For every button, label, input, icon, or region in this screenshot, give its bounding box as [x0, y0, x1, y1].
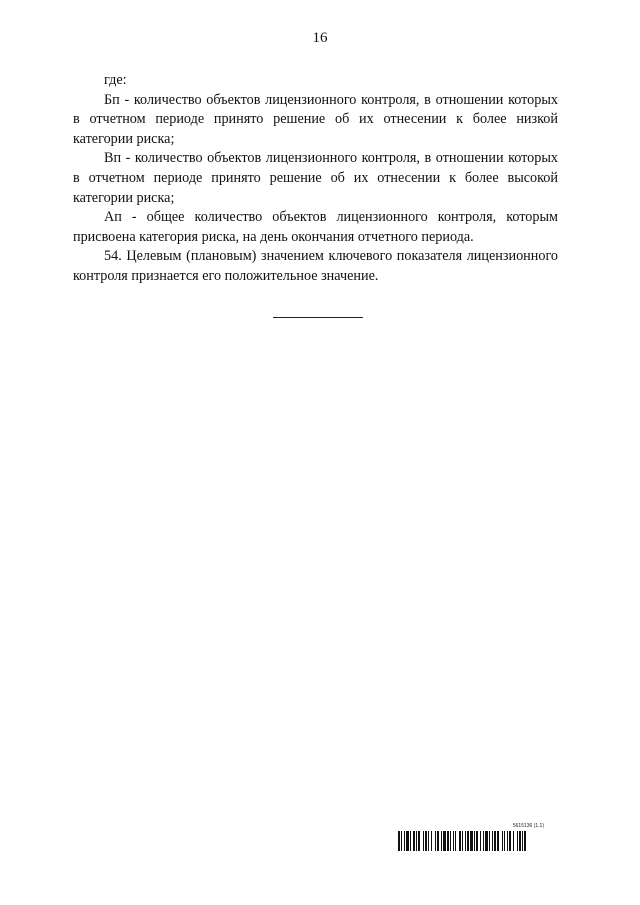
- paragraph-item-54: 54. Целевым (плановым) значением ключевого показателя лицензионного контроля признается его положительное значение.: [73, 248, 558, 284]
- document-body: [73, 71, 558, 287]
- document-barcode-block: [398, 823, 558, 853]
- paragraph-vp-definition: Вп - количество объектов лицензионного контроля, в отношении которых в отчетном периоде принято решение об их отнесении к более высокой категории риска;: [73, 150, 558, 206]
- barcode-image: [398, 831, 558, 851]
- page-number: 16: [312, 30, 328, 46]
- end-divider: [273, 317, 363, 318]
- paragraph-ap-definition: Ап - общее количество объектов лицензионного контроля, которым присвоена категория риска, на день окончания отчетного периода.: [73, 209, 558, 245]
- barcode-label: 5615136 (1.1): [512, 823, 544, 829]
- paragraph-where: где:: [104, 72, 127, 88]
- paragraph-bp-definition: Бп - количество объектов лицензионного контроля, в отношении которых в отчетном периоде принято решение об их отнесении к более низкой категории риска;: [73, 91, 558, 147]
